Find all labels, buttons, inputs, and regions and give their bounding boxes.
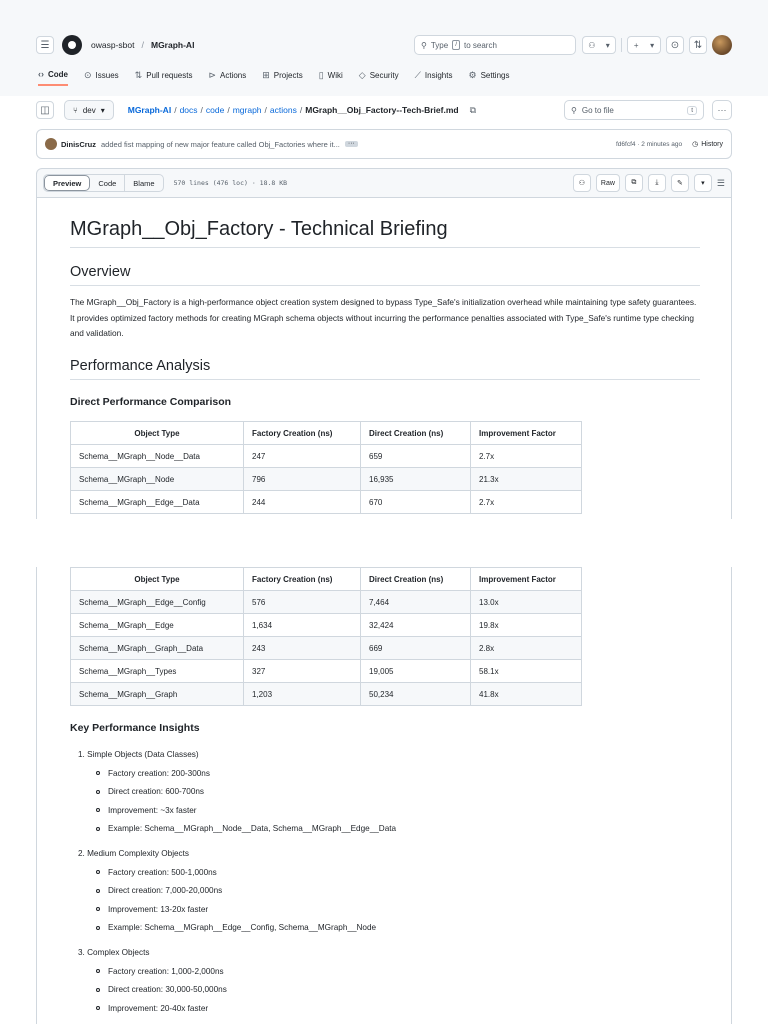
copilot-icon: ⚇ xyxy=(588,40,596,50)
markdown-preview xyxy=(36,197,732,519)
table-cell: 2.8x xyxy=(471,637,582,660)
table-cell: 13.0x xyxy=(471,591,582,614)
tab-label: Projects xyxy=(273,70,303,80)
tab-actions[interactable] xyxy=(208,64,246,86)
tab-issues[interactable] xyxy=(84,64,119,86)
chevron-down-icon: ▾ xyxy=(605,40,610,50)
table-header-row xyxy=(71,568,582,591)
bullet-icon xyxy=(96,790,100,794)
more-options-icon[interactable]: ··· xyxy=(712,100,732,120)
tab-projects[interactable] xyxy=(262,64,302,86)
breadcrumb-sep: / xyxy=(299,105,303,115)
list-item xyxy=(96,863,396,882)
performance-table-continued xyxy=(70,567,582,706)
list-item xyxy=(96,900,396,919)
table-cell: Schema__MGraph__Graph__Data xyxy=(71,637,244,660)
column-header: Direct Creation (ns) xyxy=(361,422,471,445)
search-key-hint: / xyxy=(452,40,460,50)
repo-name-link[interactable]: MGraph-AI xyxy=(150,40,195,50)
table-cell: 670 xyxy=(361,491,471,514)
copilot-icon[interactable]: ⚇ xyxy=(573,174,591,192)
table-cell: 2.7x xyxy=(471,491,582,514)
breadcrumb-code[interactable]: code xyxy=(205,105,225,115)
bullet-icon xyxy=(96,771,100,775)
search-suffix: to search xyxy=(464,40,497,50)
table-cell: 244 xyxy=(244,491,361,514)
tab-wiki[interactable] xyxy=(319,64,343,86)
column-header: Direct Creation (ns) xyxy=(361,568,471,591)
table-row xyxy=(71,683,582,706)
repo-owner-link[interactable]: owasp-sbot xyxy=(91,40,135,50)
list-item: 2. Medium Complexity Objects xyxy=(78,848,190,858)
table-cell: Schema__MGraph__Node__Data xyxy=(71,445,244,468)
code-icon: ‹› xyxy=(38,69,44,79)
markdown-preview-continued xyxy=(36,567,732,1024)
bullet-icon xyxy=(96,827,100,831)
direct-comparison-heading: Direct Performance Comparison xyxy=(70,396,232,408)
bullet-text: Direct creation: 600-700ns xyxy=(108,787,205,797)
file-actions xyxy=(573,174,725,192)
commit-author[interactable]: DinisCruz xyxy=(61,139,97,149)
tab-label: Settings xyxy=(480,70,510,80)
issues-icon[interactable]: ⊙ xyxy=(666,36,684,54)
issue-icon: ⊙ xyxy=(84,69,92,80)
table-cell: Schema__MGraph__Edge__Data xyxy=(71,491,244,514)
bullet-text: Example: Schema__MGraph__Node__Data, Schema__MGraph__Edge__Data xyxy=(108,824,397,834)
bullet-list xyxy=(96,863,396,937)
bullet-icon xyxy=(96,926,100,930)
table-header-row xyxy=(71,422,582,445)
table-row xyxy=(71,660,582,683)
column-header: Improvement Factor xyxy=(471,568,582,591)
go-to-file-placeholder: Go to file xyxy=(581,105,614,115)
play-icon: ⊳ xyxy=(208,69,217,80)
tab-pull-requests[interactable] xyxy=(135,64,193,86)
menu-icon[interactable]: ☰ xyxy=(36,36,54,54)
copy-icon[interactable]: ⧉ xyxy=(625,174,643,192)
column-header: Object Type xyxy=(71,568,244,591)
bullet-icon xyxy=(96,969,100,973)
breadcrumb-sep: / xyxy=(264,105,267,115)
chevron-down-icon: ▾ xyxy=(100,105,105,115)
table-cell: 247 xyxy=(244,445,361,468)
breadcrumb xyxy=(128,105,476,116)
table-cell: 41.8x xyxy=(471,683,582,706)
list-item xyxy=(96,820,396,839)
branch-icon: ⑂ xyxy=(73,105,78,115)
table-cell: Schema__MGraph__Types xyxy=(71,660,244,683)
table-cell: Schema__MGraph__Graph xyxy=(71,683,244,706)
table-cell: 21.3x xyxy=(471,468,582,491)
history-label: History xyxy=(701,140,723,148)
chevron-down-icon[interactable]: ▾ xyxy=(694,174,712,192)
tab-settings[interactable] xyxy=(468,64,509,86)
search-icon: ⚲ xyxy=(571,105,577,115)
search-input[interactable] xyxy=(414,35,576,55)
column-header: Factory Creation (ns) xyxy=(244,568,361,591)
list-item xyxy=(96,962,396,981)
bullet-text: Factory creation: 1,000-2,000ns xyxy=(108,966,224,976)
commit-hash-time[interactable]: fd6fcf4 · 2 minutes ago xyxy=(615,140,683,148)
pull-requests-icon[interactable]: ⇅ xyxy=(689,36,707,54)
list-item xyxy=(96,783,396,802)
list-item xyxy=(96,999,396,1018)
book-icon: ▯ xyxy=(318,69,324,80)
graph-icon: ⟋ xyxy=(414,69,421,80)
breadcrumb-repo[interactable]: MGraph-AI xyxy=(127,105,172,115)
bullet-icon xyxy=(96,988,100,992)
list-item xyxy=(96,764,396,783)
pull-request-icon: ⇅ xyxy=(134,69,143,80)
tab-label: Insights xyxy=(424,70,453,80)
table-cell: Schema__MGraph__Edge xyxy=(71,614,244,637)
table-cell: 2.7x xyxy=(471,445,582,468)
branch-name: dev xyxy=(82,105,96,115)
path-separator: / xyxy=(141,40,144,50)
bullet-text: Direct creation: 30,000-50,000ns xyxy=(108,985,227,995)
breadcrumb-sep: / xyxy=(227,105,230,115)
table-cell: 19,005 xyxy=(361,660,471,683)
download-icon[interactable]: ⤓ xyxy=(648,174,666,192)
bullet-icon xyxy=(96,1006,100,1010)
table-cell: 576 xyxy=(244,591,361,614)
shield-icon: ◇ xyxy=(358,69,366,80)
list-item xyxy=(96,981,396,1000)
bullet-text: Direct creation: 7,000-20,000ns xyxy=(108,886,223,896)
bullet-text: Example: Schema__MGraph__Edge__Config, Schema__MGraph__Node xyxy=(108,923,377,933)
view-mode-toggle xyxy=(43,174,164,192)
file-path-bar xyxy=(36,98,732,122)
column-header: Object Type xyxy=(71,422,244,445)
bullet-icon xyxy=(96,889,100,893)
table-cell: 1,634 xyxy=(244,614,361,637)
table-row xyxy=(71,491,582,514)
overview-heading: Overview xyxy=(70,264,700,286)
performance-table xyxy=(70,421,582,514)
table-cell: 1,203 xyxy=(244,683,361,706)
commit-message[interactable]: added fist mapping of new major feature called Obj_Factories where it... xyxy=(101,139,340,149)
performance-heading: Performance Analysis xyxy=(70,358,700,380)
table-cell: 243 xyxy=(244,637,361,660)
table-cell: Schema__MGraph__Edge__Config xyxy=(71,591,244,614)
tab-label: Actions xyxy=(220,70,247,80)
bullet-icon xyxy=(96,808,100,812)
tab-label: Code xyxy=(48,69,68,79)
chevron-down-icon: ▾ xyxy=(650,40,655,50)
insights-list xyxy=(70,744,396,1023)
tab-insights[interactable] xyxy=(415,64,453,86)
table-row xyxy=(71,614,582,637)
search-icon: ⚲ xyxy=(421,40,427,50)
insights-heading: Key Performance Insights xyxy=(70,722,200,734)
copilot-button[interactable] xyxy=(582,36,616,54)
edit-icon[interactable]: ✎ xyxy=(671,174,689,192)
copy-path-icon[interactable]: ⧉ xyxy=(469,104,477,115)
breadcrumb-docs[interactable]: docs xyxy=(179,105,198,115)
avatar[interactable] xyxy=(712,35,732,55)
table-cell: 50,234 xyxy=(361,683,471,706)
go-to-file-key: t xyxy=(687,106,697,115)
list-item: 3. Complex Objects xyxy=(78,947,150,957)
breadcrumb-actions[interactable]: actions xyxy=(269,105,297,115)
branch-selector[interactable] xyxy=(64,100,114,120)
breadcrumb-sep: / xyxy=(174,105,177,115)
tab-security[interactable] xyxy=(359,64,399,86)
file-header xyxy=(36,168,732,198)
page-title: MGraph__Obj_Factory - Technical Briefing xyxy=(70,218,700,248)
table-cell: 669 xyxy=(361,637,471,660)
bullet-icon xyxy=(96,907,100,911)
create-new-button[interactable] xyxy=(627,36,661,54)
bullet-text: Factory creation: 500-1,000ns xyxy=(108,867,217,877)
go-to-file-input[interactable] xyxy=(564,100,704,120)
list-item: 1. Simple Objects (Data Classes) xyxy=(78,749,199,759)
plus-icon: + xyxy=(633,40,639,50)
overview-paragraph: The MGraph__Obj_Factory is a high-performance object creation system designed to bypass Type_Safe's initialization overhead while maintaining type safety guarantees. It provides optimized factory methods for creating MGraph schema objects without incurring the performance penalties associated with Type_Safe's runtime type checking and validation. xyxy=(70,297,697,338)
bullet-text: Improvement: 13-20x faster xyxy=(108,904,209,914)
table-cell: 16,935 xyxy=(361,468,471,491)
header-actions xyxy=(582,35,732,55)
repo-nav xyxy=(38,64,509,86)
bullet-list xyxy=(96,962,396,1018)
tab-label: Pull requests xyxy=(146,70,193,80)
avatar[interactable] xyxy=(45,138,57,150)
bullet-text: Improvement: 20-40x faster xyxy=(108,1003,209,1013)
bullet-text: Factory creation: 200-300ns xyxy=(108,768,210,778)
table-row xyxy=(71,637,582,660)
table-cell: 327 xyxy=(244,660,361,683)
history-icon: ◷ xyxy=(692,141,699,148)
column-header: Improvement Factor xyxy=(471,422,582,445)
latest-commit-bar xyxy=(36,129,732,159)
sidebar-toggle-icon[interactable]: ◫ xyxy=(36,101,54,119)
expand-commit-icon[interactable]: ··· xyxy=(345,141,358,147)
search-prefix: Type xyxy=(430,40,449,50)
raw-button[interactable]: Raw xyxy=(596,174,620,192)
bullet-icon xyxy=(96,870,100,874)
list-item xyxy=(96,801,396,820)
global-header xyxy=(36,34,732,56)
gear-icon: ⚙ xyxy=(468,69,477,80)
table-row xyxy=(71,445,582,468)
tab-preview[interactable]: Preview xyxy=(44,175,90,191)
bullet-text: Improvement: ~3x faster xyxy=(108,805,197,815)
outline-icon[interactable]: ☰ xyxy=(716,177,725,188)
table-cell: 659 xyxy=(361,445,471,468)
tab-blame[interactable]: Blame xyxy=(133,178,155,188)
table-cell: Schema__MGraph__Node xyxy=(71,468,244,491)
table-icon: ⊞ xyxy=(262,69,270,80)
github-logo-icon[interactable] xyxy=(62,35,82,55)
tab-label: Issues xyxy=(95,70,119,80)
table-cell: 58.1x xyxy=(471,660,582,683)
history-button[interactable] xyxy=(692,140,723,148)
table-cell: 32,424 xyxy=(361,614,471,637)
column-header: Factory Creation (ns) xyxy=(244,422,361,445)
divider xyxy=(621,38,622,52)
tab-label: Wiki xyxy=(327,70,343,80)
table-cell: 7,464 xyxy=(361,591,471,614)
tab-code-view[interactable]: Code xyxy=(90,175,125,191)
table-cell: 796 xyxy=(244,468,361,491)
breadcrumb-sep: / xyxy=(200,105,203,115)
list-item xyxy=(96,919,396,938)
list-item xyxy=(96,882,396,901)
file-info: 570 lines (476 loc) · 18.8 KB xyxy=(173,179,288,187)
bullet-list xyxy=(96,764,396,838)
table-cell: 19.8x xyxy=(471,614,582,637)
breadcrumb-mgraph[interactable]: mgraph xyxy=(232,105,262,115)
table-row xyxy=(71,591,582,614)
tab-label: Security xyxy=(369,70,399,80)
breadcrumb-file: MGraph__Obj_Factory--Tech-Brief.md xyxy=(305,105,459,115)
table-row xyxy=(71,468,582,491)
tab-code[interactable] xyxy=(38,64,68,86)
